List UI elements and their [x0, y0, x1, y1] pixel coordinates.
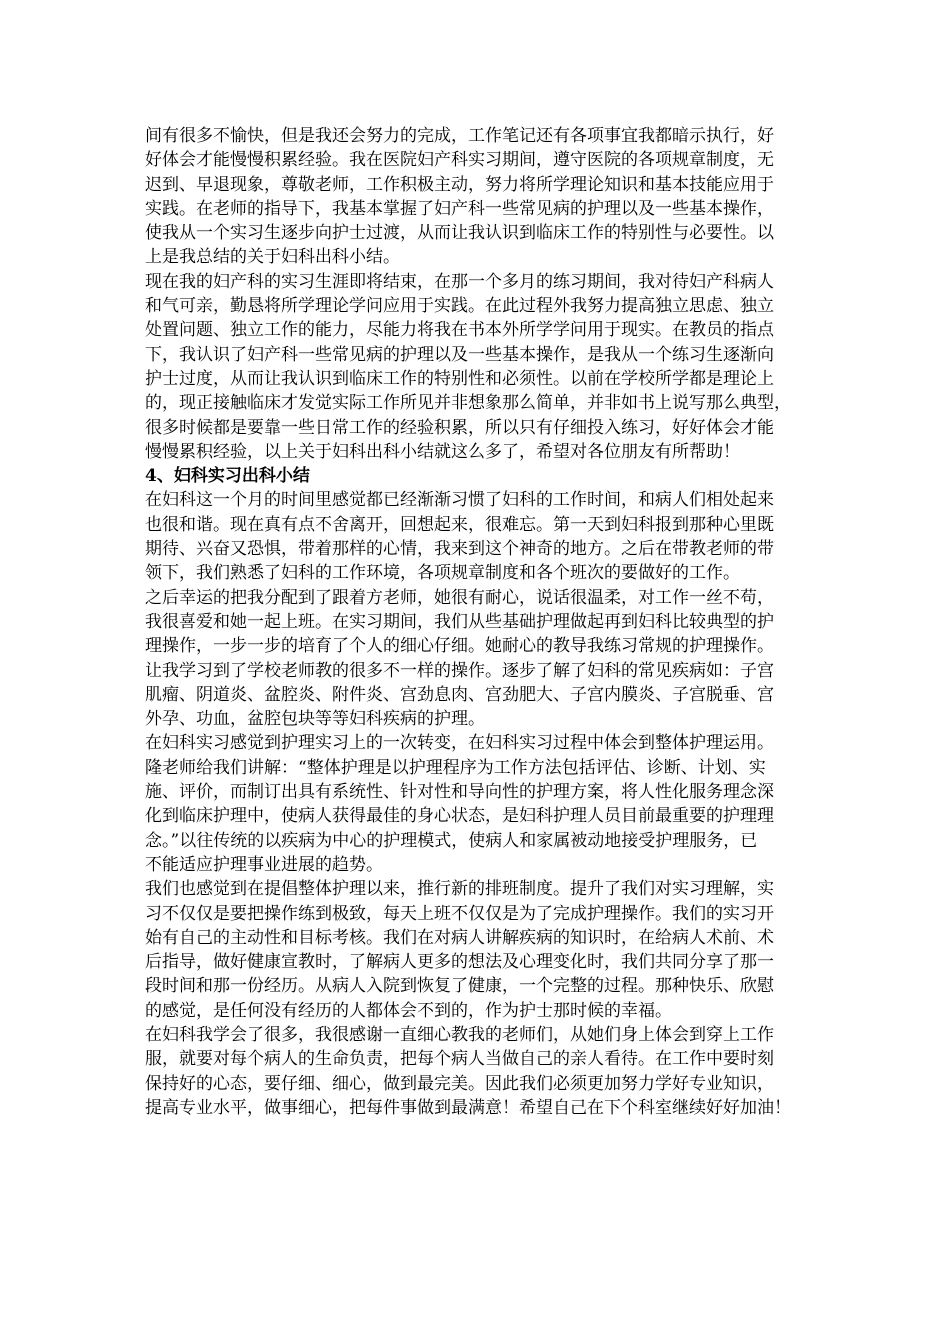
text-line: 隆老师给我们讲解：“整体护理是以护理程序为工作方法包括评估、诊断、计划、实	[145, 757, 766, 778]
text-line: 迟到、早退现象，尊敬老师，工作积极主动，努力将所学理论知识和基本技能应用于	[145, 174, 774, 195]
text-line: 慢慢累积经验，以上关于妇科出科小结就这么多了，希望对各位朋友有所帮助！	[145, 441, 740, 462]
text-line: 间有很多不愉快，但是我还会努力的完成，工作笔记还有各项事宜我都暗示执行，好	[145, 126, 774, 146]
text-line: 护士过度，从而让我认识到临床工作的特别性和必须性。以前在学校所学都是理论上	[145, 368, 774, 389]
text-line: 在妇科这一个月的时间里感觉都已经渐渐习惯了妇科的工作时间，和病人们相处起来	[145, 490, 774, 511]
section-heading: 4、妇科实习出科小结	[145, 466, 310, 487]
text-line: 现在我的妇产科的实习生涯即将结束，在那一个多月的练习期间，我对待妇产科病人	[145, 271, 774, 292]
text-line: 理操作，一步一步的培育了个人的细心仔细。她耐心的教导我练习常规的护理操作。	[145, 636, 774, 657]
text-line: 在妇科我学会了很多，我很感谢一直细心教我的老师们，从她们身上体会到穿上工作	[145, 1024, 774, 1045]
text-line: 和气可亲，勤恳将所学理论学问应用于实践。在此过程外我努力提高独立思虑、独立	[145, 296, 774, 317]
text-line: 让我学习到了学校老师教的很多不一样的操作。逐步了解了妇科的常见疾病如：子宫	[145, 660, 774, 681]
text-line: 后指导，做好健康宣教时，了解病人更多的想法及心理变化时，我们共同分享了那一	[145, 952, 774, 973]
text-line: 的感觉，是任何没有经历的人都体会不到的，作为护士那时候的幸福。	[145, 1000, 672, 1021]
text-line: 的，现正接触临床才发觉实际工作所见并非想象那么简单，并非如书上说写那么典型，	[145, 393, 791, 414]
text-line: 提高专业水平，做事细心，把每件事做到最满意！希望自己在下个科室继续好好加油！	[145, 1097, 791, 1118]
text-line: 始有自己的主动性和目标考核。我们在对病人讲解疾病的知识时，在给病人术前、术	[145, 927, 774, 948]
text-line: 保持好的心态，要仔细、细心，做到最完美。因此我们必须更加努力学好专业知识，	[145, 1073, 774, 1094]
text-line: 肌瘤、阴道炎、盆腔炎、附件炎、宫劲息肉、宫劲肥大、子宫内膜炎、子宫脱垂、宫	[145, 684, 774, 705]
text-line: 我很喜爱和她一起上班。在实习期间，我们从些基础护理做起再到妇科比较典型的护	[145, 611, 774, 632]
text-line: 处置问题、独立工作的能力，尽能力将我在书本外所学学问用于现实。在教员的指点	[145, 320, 774, 341]
text-line: 领下，我们熟悉了妇科的工作环境，各项规章制度和各个班次的要做好的工作。	[145, 563, 740, 584]
text-line: 下，我认识了妇产科一些常见病的护理以及一些基本操作，是我从一个练习生逐渐向	[145, 344, 774, 365]
document-body	[145, 124, 809, 1120]
text-line: 好体会才能慢慢积累经验。我在医院妇产科实习期间，遵守医院的各项规章制度，无	[145, 150, 774, 171]
text-line: 外孕、功血，盆腔包块等等妇科疾病的护理。	[145, 709, 485, 730]
text-line: 施、评价，而制订出具有系统性、针对性和导向性的护理方案，将人性化服务理念深	[145, 782, 774, 803]
text-line: 段时间和那一份经历。从病人入院到恢复了健康，一个完整的过程。那种快乐、欣慰	[145, 976, 774, 997]
text-line: 之后幸运的把我分配到了跟着方老师，她很有耐心，说话很温柔，对工作一丝不苟，	[145, 587, 774, 608]
text-line: 化到临床护理中，使病人获得最佳的身心状态，是妇科护理人员目前最重要的护理理	[145, 806, 774, 827]
text-line: 习不仅仅是要把操作练到极致，每天上班不仅仅是为了完成护理操作。我们的实习开	[145, 903, 774, 924]
text-line: 服，就要对每个病人的生命负责，把每个病人当做自己的亲人看待。在工作中要时刻	[145, 1049, 774, 1070]
text-line: 使我从一个实习生逐步向护士过渡，从而让我认识到临床工作的特别性与必要性。以	[145, 223, 774, 244]
text-line: 期待、兴奋又恐惧，带着那样的心情，我来到这个神奇的地方。之后在带教老师的带	[145, 539, 774, 560]
text-line: 也很和谐。现在真有点不舍离开，回想起来，很难忘。第一天到妇科报到那种心里既	[145, 514, 774, 535]
text-line: 在妇科实习感觉到护理实习上的一次转变，在妇科实习过程中体会到整体护理运用。	[145, 733, 774, 754]
text-line: 很多时候都是要靠一些日常工作的经验积累，所以只有仔细投入练习，好好体会才能	[145, 417, 774, 438]
text-line: 我们也感觉到在提倡整体护理以来，推行新的排班制度。提升了我们对实习理解，实	[145, 879, 774, 900]
text-line: 念。”以往传统的以疾病为中心的护理模式，使病人和家属被动地接受护理服务，已	[145, 830, 758, 851]
text-line: 不能适应护理事业进展的趋势。	[145, 854, 383, 875]
text-line: 上是我总结的关于妇科出科小结。	[145, 247, 400, 268]
text-line: 实践。在老师的指导下，我基本掌握了妇产科一些常见病的护理以及一些基本操作，	[145, 198, 774, 219]
